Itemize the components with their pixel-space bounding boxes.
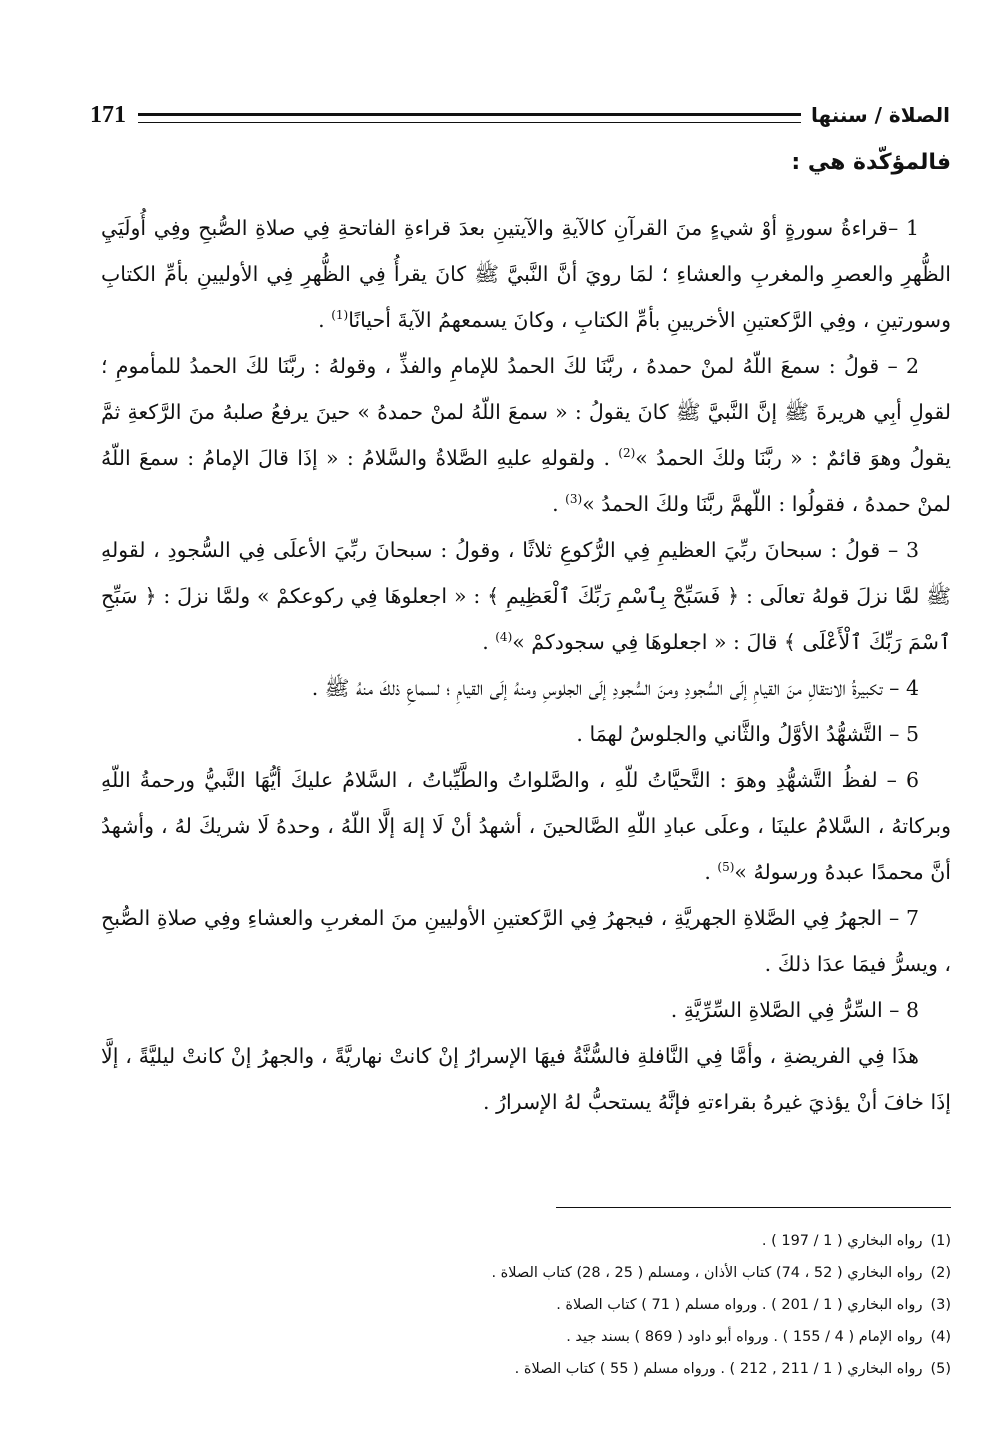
footnote-separator (556, 1207, 951, 1208)
footnote-ref-3: (3) (565, 492, 583, 507)
page-number: 171 (90, 101, 126, 128)
footnote-4: (4)رواه الإمام ( 4 / 155 ) . ورواه أبو داود ( 869 ) بسند جيد . (566, 1329, 951, 1345)
footnote-ref-5: (5) (717, 860, 735, 875)
header-rule (138, 113, 801, 123)
paragraph-1: 1 –قراءةُ سورةٍ أوْ شيءٍ منَ القرآنِ كالآيةِ والآيتينِ بعدَ قراءةِ الفاتحةِ فِي صلاةِ الصُّبحِ وفِي أُولَيَيِ الظُّهرِ والعصرِ والمغربِ والعشاءِ ؛ لمَا رويَ أنَّ النَّبيَّ ﷺ كانَ يقرأُ فِي الظُّهرِ فِي الأوليينِ بأمِّ الكتابِ وسورتينِ ، وفِي الرَّكعتينِ الأخريينِ بأمِّ الكتابِ ، وكانَ يسمعهمُ الآيةَ أحيانًا$^{(1)}$ . (101, 216, 951, 332)
footnote-2: (2)رواه البخاري ( 52 ، 74) كتاب الأذان ، ومسلم ( 25 ، 28) كتاب الصلاة . (491, 1265, 951, 1281)
paragraph-5: 5 – التَّشهُّدُ الأوَّلُ والثَّاني والجلوسُ لهمَا . (576, 722, 919, 746)
paragraph-8: 8 – السِّرُّ فِي الصَّلاةِ السِّرِّيَّةِ . (670, 998, 919, 1022)
body-text (101, 205, 951, 1125)
footnote-3: (3)رواه البخاري ( 1 / 201 ) . ورواه مسلم ( 71 ) كتاب الصلاة . (556, 1297, 951, 1313)
paragraph-3: 3 – قولُ : سبحانَ ربِّيَ العظيمِ فِي الرُّكوعِ ثلاثًا ، وقولُ : سبحانَ ربِّيَ الأعلَى فِي السُّجودِ ، لقولهِ ﷺ لمَّا نزلَ قولهُ تعالَى : ﴿ فَسَبِّحْ بِٱسْمِ رَبِّكَ ٱلْعَظِيمِ ﴾ : « اجعلوهَا فِي ركوعكمْ » ولمَّا نزلَ : ﴿ سَبِّحِ ٱسْمَ رَبِّكَ ٱلْأَعْلَى ﴾ قالَ : « اجعلوهَا فِي سجودكمْ »$^{(4)}$ . (101, 538, 951, 654)
paragraph-7: 7 – الجهرُ فِي الصَّلاةِ الجهريَّةِ ، فيجهرُ فِي الرَّكعتينِ الأوليينِ منَ المغربِ والعشاءِ وفِي صلاةِ الصُّبحِ ، ويسرُّ فيمَا عدَا ذلكَ . (101, 906, 951, 976)
paragraph-9: هذَا فِي الفريضةِ ، وأمَّا فِي النَّافلةِ فالسُّنَّةُ فيهَا الإسرارُ إنْ كانتْ نهاريَّةً ، والجهرُ إنْ كانتْ ليليَّةً ، إلَّا إذَا خافَ أنْ يؤذيَ غيرهُ بقراءتهِ فإنَّهُ يستحبُّ لهُ الإسرارُ . (101, 1044, 951, 1114)
paragraph-6: 6 – لفظُ التَّشهُّدِ وهوَ : التَّحيَّاتُ للّهِ ، والصَّلواتُ والطَّيِّباتُ ، السَّلامُ عليكَ أيُّهَا النَّبيُّ ورحمةُ اللّهِ وبركاتهُ ، السَّلامُ علينَا ، وعلَى عبادِ اللّهِ الصَّالحينَ ، أشهدُ أنْ لَا إلهَ إلَّا اللّهُ ، وحدهُ لَا شريكَ لهُ ، وأشهدُ أنَّ محمدًا عبدهُ ورسولهُ »$^{(5)}$ . (101, 768, 951, 884)
paragraph-2: 2 – قولُ : سمعَ اللّهُ لمنْ حمدهُ ، ربَّنَا لكَ الحمدُ للإمامِ والفذِّ ، وقولهُ : ربَّنَا لكَ الحمدُ للمأمومِ ؛ لقولِ أبِي هريرةَ ﷺ إنَّ النَّبيَّ ﷺ كانَ يقولُ : « سمعَ اللّهُ لمنْ حمدهُ » حينَ يرفعُ صلبهُ منَ الرَّكعةِ ثمَّ يقولُ وهوَ قائمٌ : « ربَّنَا ولكَ الحمدُ »$^{(2)}$ . ولقولهِ عليهِ الصَّلاةُ والسَّلامُ : « إذَا قالَ الإمامُ : سمعَ اللّهُ لمنْ حمدهُ ، فقولُوا : اللّهمَّ ربَّنَا ولكَ الحمدُ »$^{(3)}$ . (101, 354, 952, 516)
section-heading: فالمؤكّدة هي : (791, 150, 951, 175)
running-header (90, 98, 950, 132)
footnote-ref-2: (2) (618, 446, 636, 461)
header-title: الصلاة / سننها (810, 103, 950, 127)
footnote-ref-1: (1) (331, 308, 349, 323)
footnote-ref-4: (4) (495, 630, 513, 645)
footnote-1: (1)رواه البخاري ( 1 / 197 ) . (761, 1233, 951, 1249)
footnotes (101, 1225, 951, 1385)
paragraph-4: 4 – تكبيرةُ الانتقالِ منَ القيامِ إلَى السُّجودِ ومنَ السُّجودِ إلَى الجلوسِ ومنهُ إلَى القيامِ ؛ لسماعِ ذلكَ منهُ ﷺ . (311, 676, 919, 700)
footnote-5: (5)رواه البخاري ( 1 / 211 , 212 ) . ورواه مسلم ( 55 ) كتاب الصلاة . (514, 1361, 951, 1377)
